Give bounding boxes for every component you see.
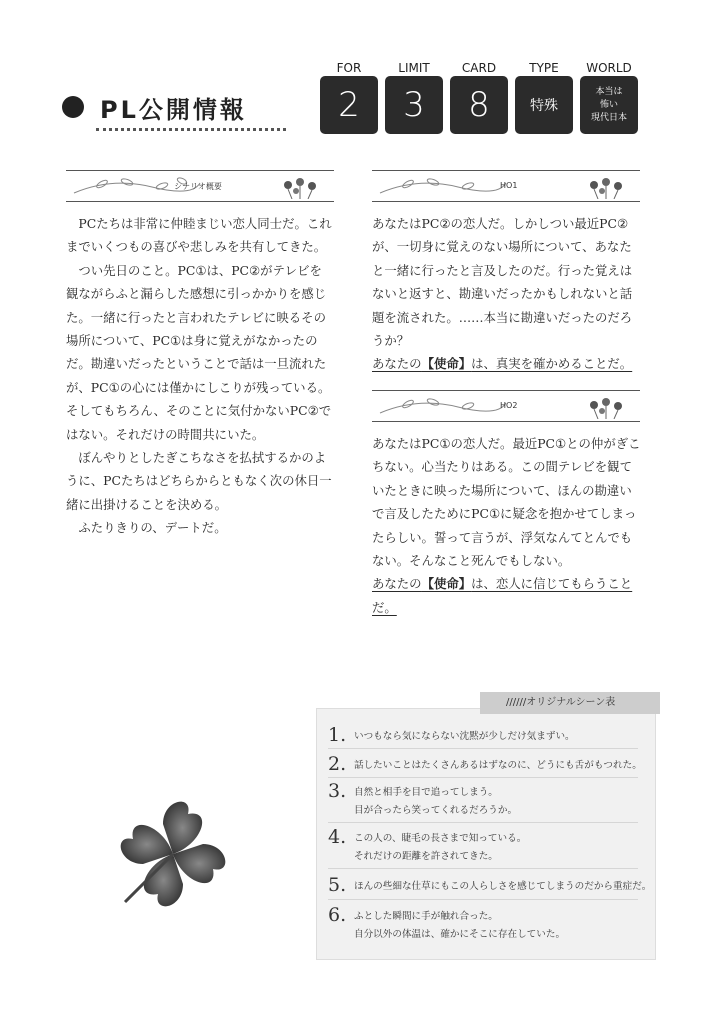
synopsis-label: シナリオ概要 (174, 182, 222, 191)
paragraph: PCたちは非常に仲睦まじい恋人同士だ。これまでいくつもの喜びや悲しみを共有してきた。 (66, 216, 332, 255)
stat-label: LIMIT (398, 61, 430, 75)
stat-value: 本当は 怖い 現代日本 (580, 76, 638, 134)
stat-label: WORLD (586, 61, 632, 75)
ho1-body (372, 212, 642, 376)
vine-ornament-icon (378, 173, 508, 199)
ho2-text: あなたはPC①の恋人だ。最近PC①との仲がぎこちない。心当たりはある。この間テレビを観ていたときに映った場所について、ほんの勘違いで言及したためにPC①に疑念を抱かせてしまったらしい。誓って言うが、浮気なんてとんでもない。そんなこと死んでもしない。 (372, 436, 641, 569)
stat-value: 特殊 (515, 76, 573, 134)
vine-ornament-icon (378, 393, 508, 419)
ho2-label: HO2 (500, 401, 518, 410)
four-leaf-clover-icon (95, 780, 250, 930)
title-underline (96, 128, 286, 131)
divider (328, 748, 638, 749)
bullet-icon (62, 96, 84, 118)
paragraph: つい先日のこと。PC①は、PC②がテレビを観ながらふと漏らした感想に引っかかりを感じた。一緒に行ったと言われたテレビに映るその場所について、PC①は身に覚えがなかったのだ。勘違いだったということで話は一旦流れたが、PC①の心には僅かにしこりが残っている。そしてもちろん、そのことに気付かないPC②ではない。それだけの時間共にいた。 (66, 262, 332, 442)
scene-table-tag: //////オリジナルシーン表 (480, 692, 660, 714)
stat-for (320, 60, 378, 134)
flower-sprig-icon (584, 173, 634, 199)
stat-label: TYPE (529, 61, 559, 75)
stat-limit (385, 60, 443, 134)
paragraph: ふたりきりの、デートだ。 (78, 520, 227, 536)
ho1-mission: あなたの【使命】は、真実を確かめることだ。 (372, 356, 633, 372)
ho2-header (372, 390, 640, 422)
paragraph: ぼんやりとしたぎこちなさを払拭するかのように、PCたちはどちらからともなく次の休日一緒に出掛けることを決める。 (66, 450, 332, 512)
ho2-body (372, 432, 642, 619)
stat-world (580, 60, 638, 134)
stat-card (450, 60, 508, 134)
divider (328, 899, 638, 900)
page-title-text: PL公開情報 (100, 96, 247, 124)
divider (328, 822, 638, 823)
stat-label: CARD (461, 61, 497, 75)
stat-value: 8 (450, 76, 508, 134)
ho1-header (372, 170, 640, 202)
ho1-label: HO1 (500, 181, 518, 190)
synopsis-body (66, 212, 334, 540)
divider (328, 868, 638, 869)
stat-value: 2 (320, 76, 378, 134)
divider (328, 777, 638, 778)
stat-value: 3 (385, 76, 443, 134)
synopsis-header (66, 170, 334, 202)
flower-sprig-icon (278, 173, 328, 199)
ho2-mission: あなたの【使命】は、恋人に信じてもらうことだ。 (372, 576, 633, 615)
flower-sprig-icon (584, 393, 634, 419)
ho1-text: あなたはPC②の恋人だ。しかしつい最近PC②が、一切身に覚えのない場所について、あなたと一緒に行ったと言及したのだ。行った覚えはないと返すと、勘違いだったかもしれないと話題を流された。……本当に勘違いだったのだろうか？ (372, 216, 633, 349)
stat-type (515, 60, 573, 134)
stat-label: FOR (336, 61, 362, 75)
